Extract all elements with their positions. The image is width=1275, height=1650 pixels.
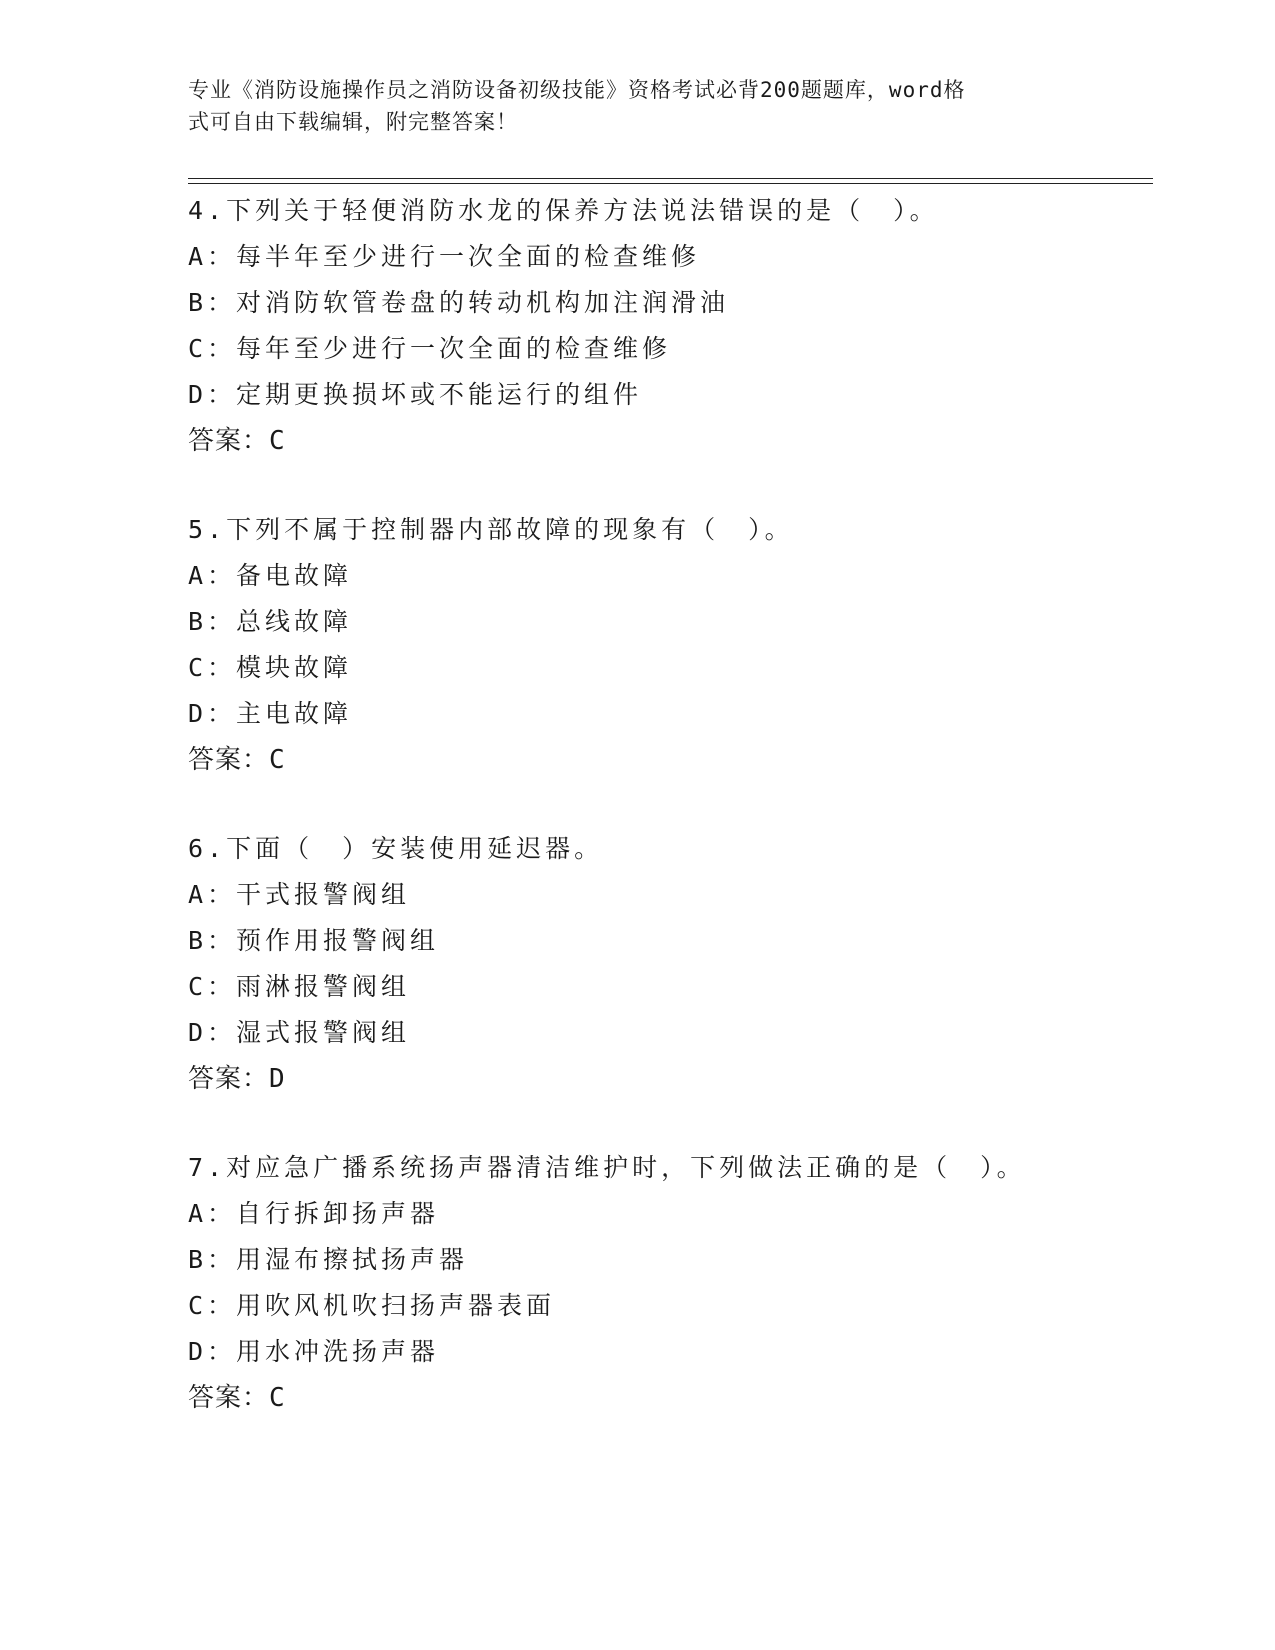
answer: 答案：C	[188, 745, 286, 775]
option-a: A：自行拆卸扬声器	[188, 1199, 440, 1228]
header-line-2: 式可自由下载编辑，附完整答案！	[188, 110, 518, 134]
question-7	[188, 1145, 1148, 1421]
answer: 答案：C	[188, 426, 286, 456]
question-5	[188, 507, 1148, 783]
option-b: B：总线故障	[188, 607, 353, 636]
question-stem: 5.下列不属于控制器内部故障的现象有（ ）。	[188, 515, 794, 544]
question-stem: 7.对应急广播系统扬声器清洁维护时，下列做法正确的是（ ）。	[188, 1153, 1026, 1182]
header-divider-top	[188, 178, 1153, 179]
option-a: A：干式报警阀组	[188, 880, 411, 909]
option-b: B：预作用报警阀组	[188, 926, 440, 955]
question-stem: 4.下列关于轻便消防水龙的保养方法说法错误的是（ ）。	[188, 196, 939, 225]
option-c: C：每年至少进行一次全面的检查维修	[188, 334, 672, 363]
header-line-1: 专业《消防设施操作员之消防设备初级技能》资格考试必背200题题库，word格	[188, 78, 966, 102]
option-c: C：雨淋报警阀组	[188, 972, 411, 1001]
question-6	[188, 826, 1148, 1102]
option-a: A：每半年至少进行一次全面的检查维修	[188, 242, 701, 271]
option-d: D：定期更换损坏或不能运行的组件	[188, 380, 643, 409]
option-b: B：用湿布擦拭扬声器	[188, 1245, 469, 1274]
answer: 答案：C	[188, 1383, 286, 1413]
option-c: C：用吹风机吹扫扬声器表面	[188, 1291, 556, 1320]
option-b: B：对消防软管卷盘的转动机构加注润滑油	[188, 288, 730, 317]
option-d: D：主电故障	[188, 699, 353, 728]
header-divider-bottom	[188, 183, 1153, 184]
option-c: C：模块故障	[188, 653, 353, 682]
option-a: A：备电故障	[188, 561, 353, 590]
question-stem: 6.下面（ ）安装使用延迟器。	[188, 834, 604, 863]
option-d: D：用水冲洗扬声器	[188, 1337, 440, 1366]
answer: 答案：D	[188, 1064, 286, 1094]
document-header	[188, 74, 1088, 138]
question-4	[188, 188, 1148, 464]
option-d: D：湿式报警阀组	[188, 1018, 411, 1047]
